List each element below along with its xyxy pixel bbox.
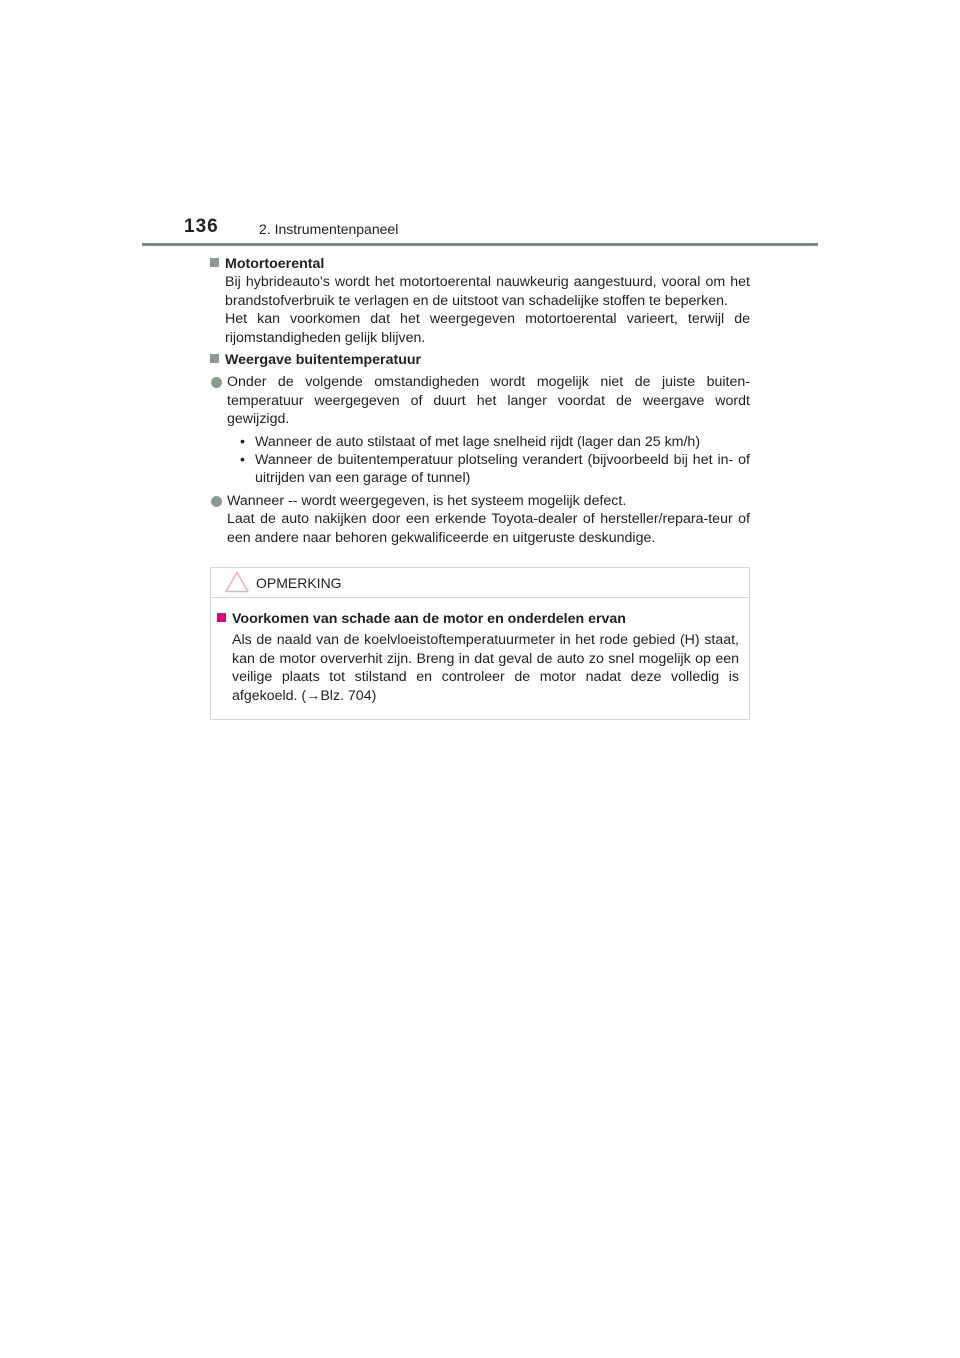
square-bullet-icon (217, 613, 226, 622)
list-item (210, 373, 750, 428)
bullet-mark: • (240, 433, 245, 450)
main-content (210, 253, 750, 547)
notice-header (211, 568, 749, 598)
square-bullet-icon (210, 354, 219, 363)
circle-bullet-icon (211, 496, 222, 507)
sub-list-item (238, 451, 750, 488)
notice-title: OPMERKING (256, 575, 342, 591)
section-heading-text: Weergave buitentemperatuur (225, 352, 422, 369)
bullet-text-continued: Laat de auto nakijken door een erkende Toyota-dealer of hersteller/repara-teur of een andere naar behoren gekwalificeerde en uitgeruste deskundige. (227, 511, 750, 546)
paragraph: Het kan voorkomen dat het weergegeven motortoerental varieert, terwijl de rijomstandigheden gelijk blijven. (225, 311, 750, 346)
warning-triangle-icon (225, 571, 249, 593)
list-item (210, 492, 750, 547)
section-heading-text: Motortoerental (225, 256, 325, 272)
paragraph: Bij hybrideauto's wordt het motortoerental nauwkeurig aangestuurd, vooral om het brandstofverbruik te verlagen en de uitstoot van schadelijke stoffen te beperken. (225, 274, 750, 309)
section-heading-buitentemperatuur (210, 351, 750, 369)
bullet-text: Onder de volgende omstandigheden wordt mogelijk niet de juiste buiten-temperatuur weergegeven of duurt het langer voordat de weergave wordt gewijzigd. (227, 374, 750, 428)
notice-box (210, 567, 750, 720)
bullet-text: Wanneer -- wordt weergegeven, is het systeem mogelijk defect. (227, 492, 627, 509)
bullet-mark: • (240, 452, 245, 469)
sub-item-text: Wanneer de buitentemperatuur plotseling verandert (bijvoorbeeld bij het in- of uitrijden van een garage of tunnel) (255, 452, 750, 487)
circle-bullet-icon (211, 377, 222, 388)
square-bullet-icon (210, 258, 219, 267)
notice-text: Als de naald van de koelvloeistoftemperatuurmeter in het rode gebied (H) staat, kan de motor oververhit zijn. Breng in dat geval de auto zo snel mogelijk op een veilige plaats tot stilstand en controleer de motor nadat deze volledig is afgekoeld. (→Blz. 704) (232, 632, 739, 704)
notice-heading-text: Voorkomen van schade aan de motor en onderdelen ervan (232, 611, 626, 627)
sub-list (238, 433, 750, 488)
header-rule (142, 243, 818, 246)
sub-list-item (238, 433, 750, 451)
section-heading-motortoerental (210, 255, 750, 273)
page-number: 136 (184, 216, 219, 237)
notice-heading (217, 610, 739, 628)
chapter-title: 2. Instrumentenpaneel (259, 221, 399, 237)
sub-item-text: Wanneer de auto stilstaat of met lage snelheid rijdt (lager dan 25 km/h) (255, 433, 701, 450)
